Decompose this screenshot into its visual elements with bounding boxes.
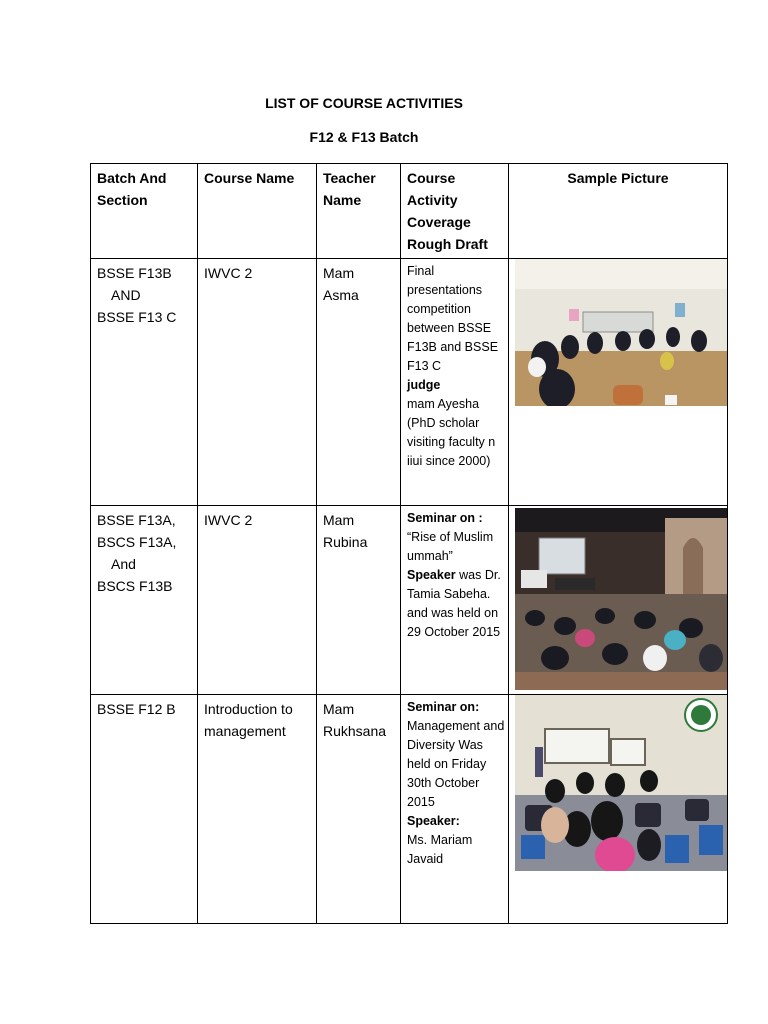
table-row [91,695,728,924]
classroom-photo [515,259,727,406]
table-row [91,506,728,695]
table-row [91,259,728,506]
header-activity: Course Activity Coverage Rough Draft [401,164,509,259]
cell-course: IWVC 2 [198,259,317,506]
cell-course: IWVC 2 [198,506,317,695]
page-subtitle: F12 & F13 Batch [309,129,419,145]
activities-table [90,163,728,924]
cell-activity: Seminar on : “Rise of Muslim ummah” Speaker was Dr. Tamia Sabeha. and was held on 29 October 2015 [401,506,509,695]
cell-picture [509,259,728,506]
cell-activity: Final presentations competition between BSSE F13B and BSSE F13 C judge mam Ayesha (PhD scholar visiting faculty n iiui since 2000) [401,259,509,506]
seminar-room-photo [515,695,727,871]
cell-activity: Seminar on: Management and Diversity Was held on Friday 30th October 2015 Speaker: Ms. Mariam Javaid [401,695,509,924]
page-title: LIST OF COURSE ACTIVITIES [265,95,463,111]
cell-teacher: Mam Rukhsana [317,695,401,924]
cell-batch: BSSE F13B AND BSSE F13 C [91,259,198,506]
cell-teacher: Mam Rubina [317,506,401,695]
cell-picture [509,506,728,695]
header-batch: Batch And Section [91,164,198,259]
cell-picture [509,695,728,924]
cell-teacher: Mam Asma [317,259,401,506]
cell-batch: BSSE F13A, BSCS F13A, And BSCS F13B [91,506,198,695]
cell-batch: BSSE F12 B [91,695,198,924]
auditorium-photo [515,508,727,690]
table-header-row [91,164,728,259]
header-teacher: Teacher Name [317,164,401,259]
header-course: Course Name [198,164,317,259]
header-picture: Sample Picture [509,164,728,259]
cell-course: Introduction to management [198,695,317,924]
